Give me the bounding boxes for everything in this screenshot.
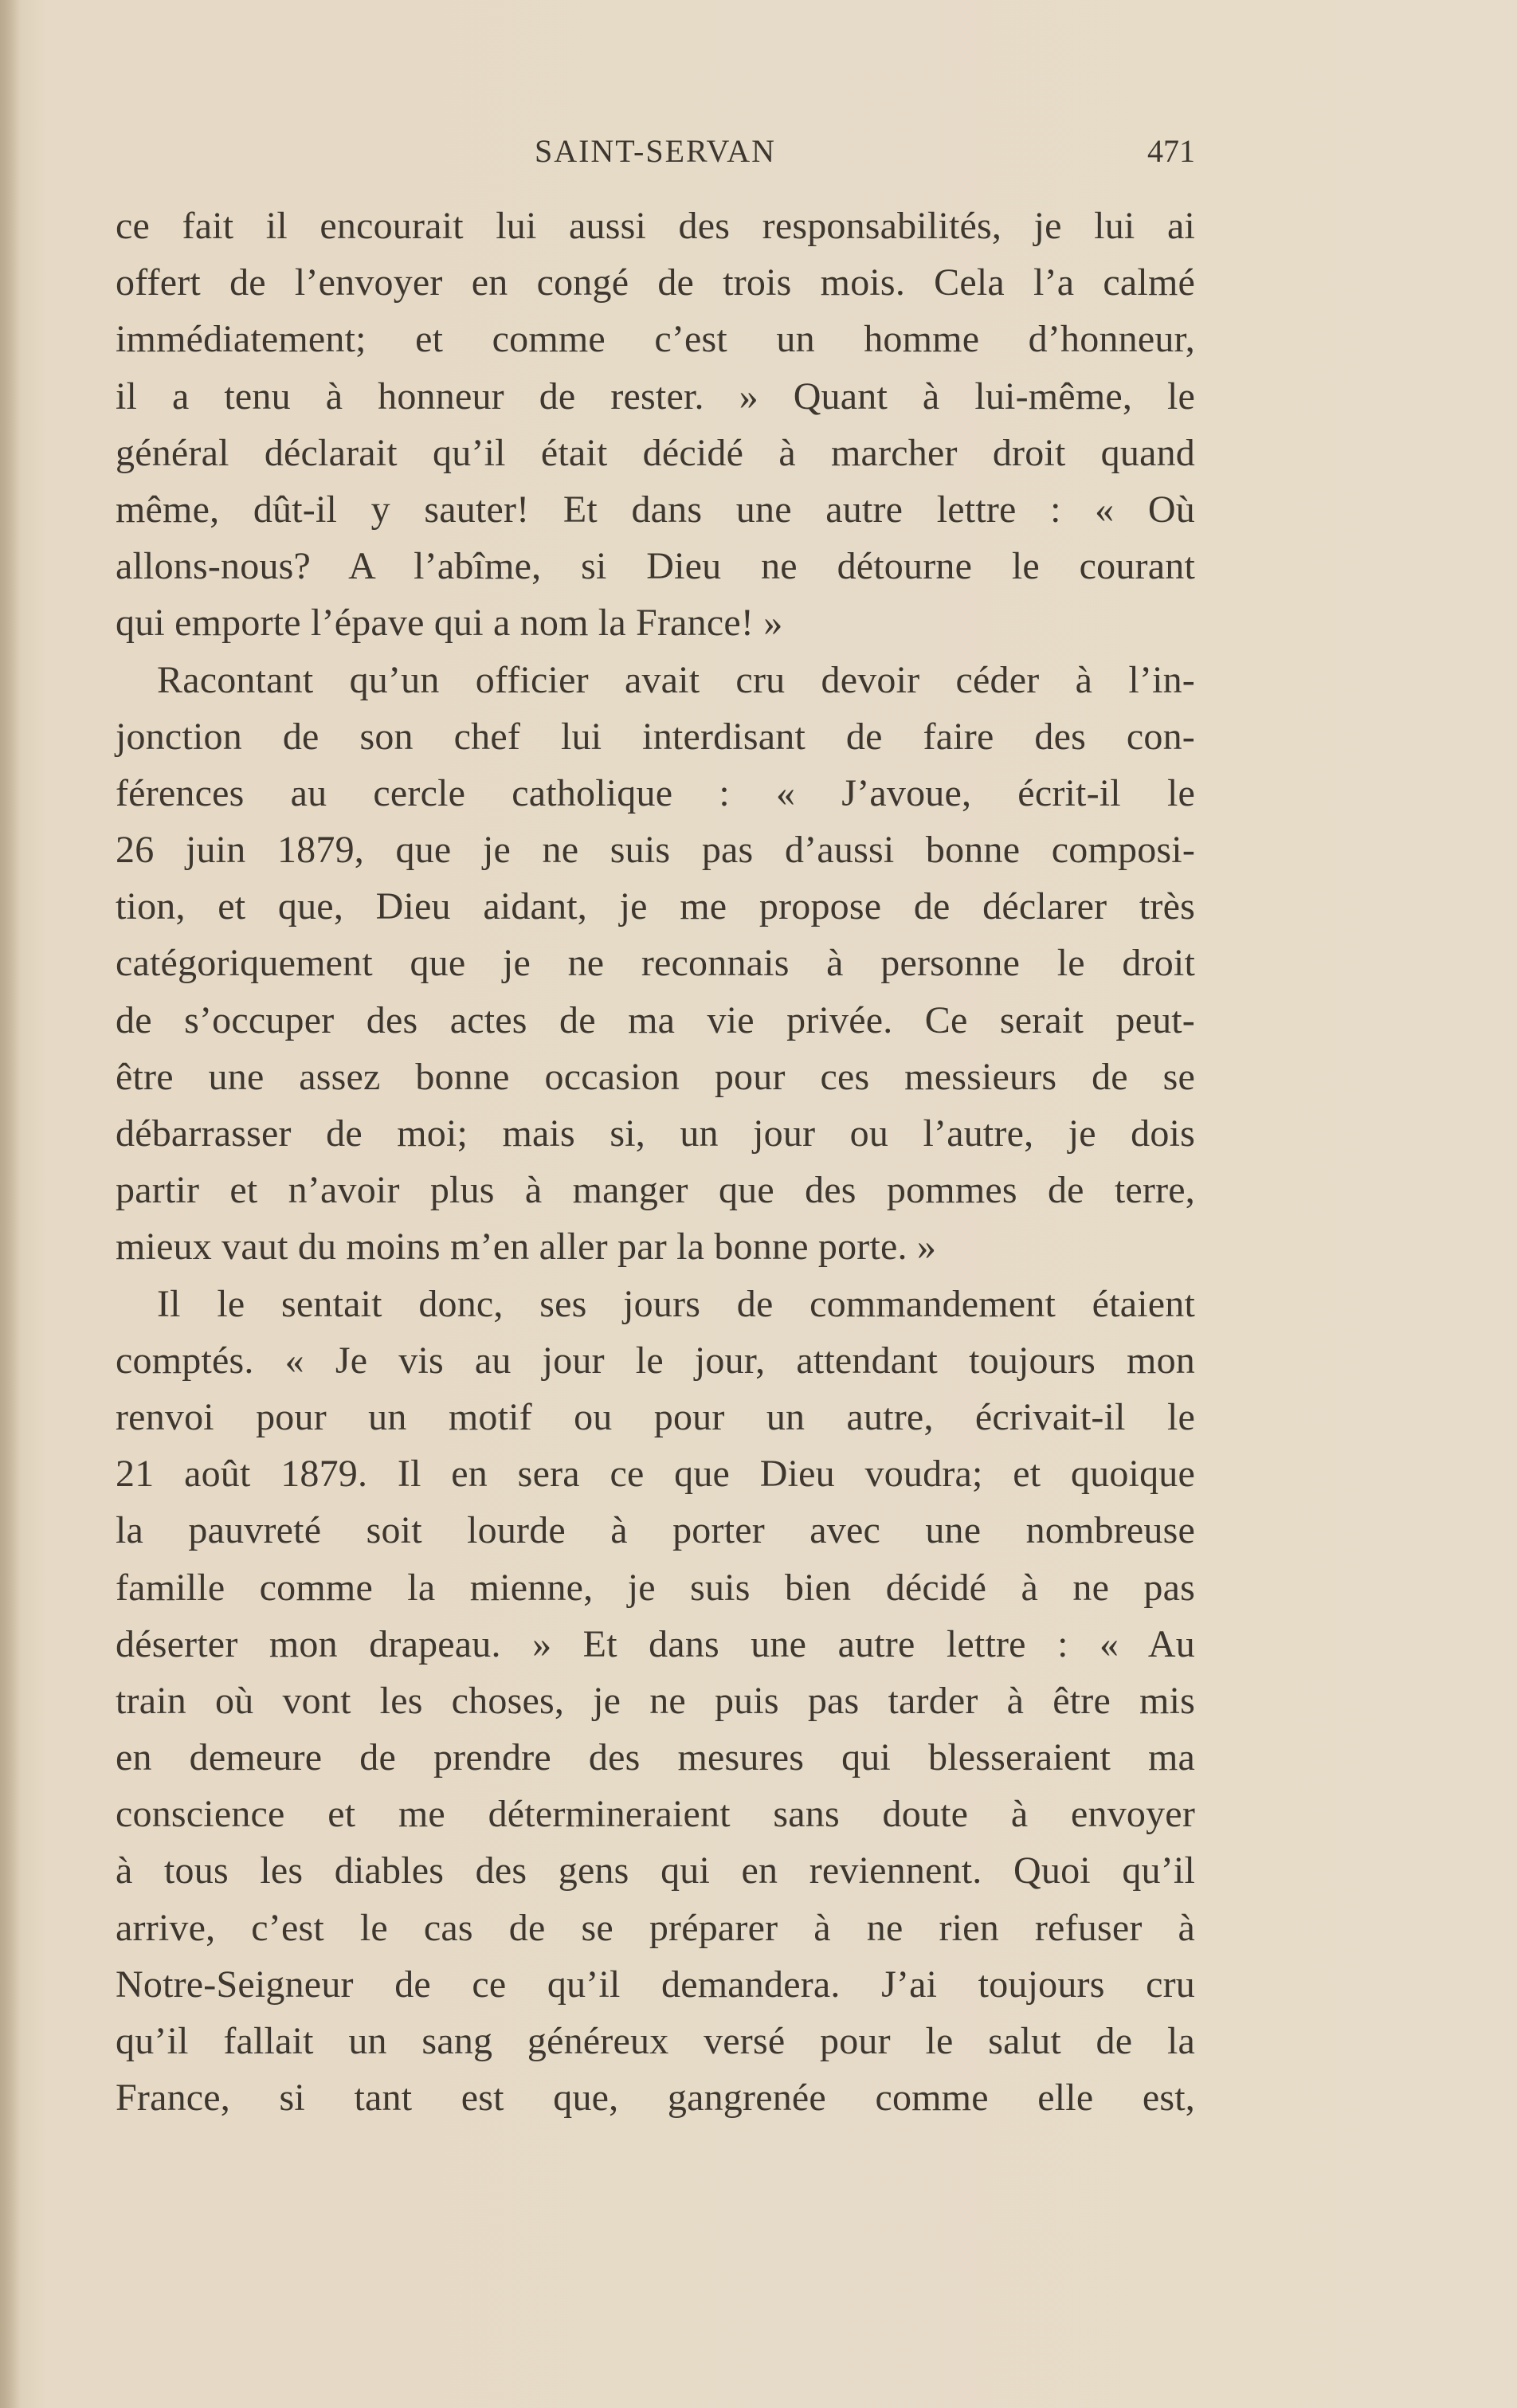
- text-line: mieux vaut du moins m’en aller par la bonne porte. »: [116, 1226, 937, 1269]
- text-line: être une assez bonne occasion pour ces messieurs de se: [116, 1055, 1195, 1098]
- text-line: la pauvreté soit lourde à porter avec une nombreuse: [116, 1509, 1195, 1552]
- text-line: débarrasser de moi; mais si, un jour ou l’autre, je dois: [116, 1112, 1195, 1155]
- text-line: à tous les diables des gens qui en reviennent. Quoi qu’il: [116, 1849, 1195, 1892]
- text-line: même, dût-il y sauter! Et dans une autre lettre : « Où: [116, 488, 1195, 531]
- text-line: comptés. « Je vis au jour le jour, attendant toujours mon: [116, 1339, 1195, 1382]
- text-line: Racontant qu’un officier avait cru devoir céder à l’in-: [157, 658, 1195, 701]
- spine-shadow: [0, 0, 21, 2408]
- text-line: 26 juin 1879, que je ne suis pas d’aussi bonne composi-: [116, 829, 1195, 872]
- text-line: Il le sentait donc, ses jours de commandement étaient: [157, 1282, 1195, 1325]
- text-line: arrive, c’est le cas de se préparer à ne rien refuser à: [116, 1906, 1195, 1949]
- text-line: il a tenu à honneur de rester. » Quant à lui-même, le: [116, 375, 1195, 418]
- text-line: général déclarait qu’il était décidé à marcher droit quand: [116, 431, 1195, 474]
- text-line: férences au cercle catholique : « J’avoue, écrit-il le: [116, 771, 1195, 814]
- text-line: renvoi pour un motif ou pour un autre, écrivait-il le: [116, 1395, 1195, 1438]
- text-line: en demeure de prendre des mesures qui blesseraient ma: [116, 1736, 1195, 1779]
- text-line: France, si tant est que, gangrenée comme elle est,: [116, 2077, 1195, 2120]
- text-line: jonction de son chef lui interdisant de faire des con-: [116, 715, 1195, 758]
- text-line: Notre-Seigneur de ce qu’il demandera. J’ai toujours cru: [116, 1963, 1195, 2006]
- text-line: partir et n’avoir plus à manger que des pommes de terre,: [116, 1169, 1195, 1212]
- text-line: qu’il fallait un sang généreux versé pour le salut de la: [116, 2020, 1195, 2062]
- text-line: qui emporte l’épave qui a nom la France! »: [116, 602, 783, 645]
- text-line: allons-nous? A l’abîme, si Dieu ne détourne le courant: [116, 545, 1195, 588]
- text-line: immédiatement; et comme c’est un homme d’honneur,: [116, 318, 1195, 361]
- body-text: [116, 198, 1195, 2126]
- text-line: 21 août 1879. Il en sera ce que Dieu voudra; et quoique: [116, 1453, 1195, 1496]
- text-line: ce fait il encourait lui aussi des responsabilités, je lui ai: [116, 205, 1195, 247]
- page-header: [116, 121, 1195, 177]
- page-number: 471: [1147, 133, 1195, 169]
- text-line: catégoriquement que je ne reconnais à personne le droit: [116, 942, 1195, 985]
- text-line: famille comme la mienne, je suis bien décidé à ne pas: [116, 1566, 1195, 1609]
- text-line: conscience et me détermineraient sans doute à envoyer: [116, 1793, 1195, 1836]
- text-line: tion, et que, Dieu aidant, je me propose de déclarer très: [116, 885, 1195, 928]
- text-line: offert de l’envoyer en congé de trois mois. Cela l’a calmé: [116, 261, 1195, 304]
- text-line: de s’occuper des actes de ma vie privée. Ce serait peut-: [116, 998, 1195, 1041]
- running-title: SAINT-SERVAN: [534, 133, 777, 169]
- text-line: train où vont les choses, je ne puis pas tarder à être mis: [116, 1679, 1195, 1722]
- text-line: déserter mon drapeau. » Et dans une autre lettre : « Au: [116, 1622, 1195, 1665]
